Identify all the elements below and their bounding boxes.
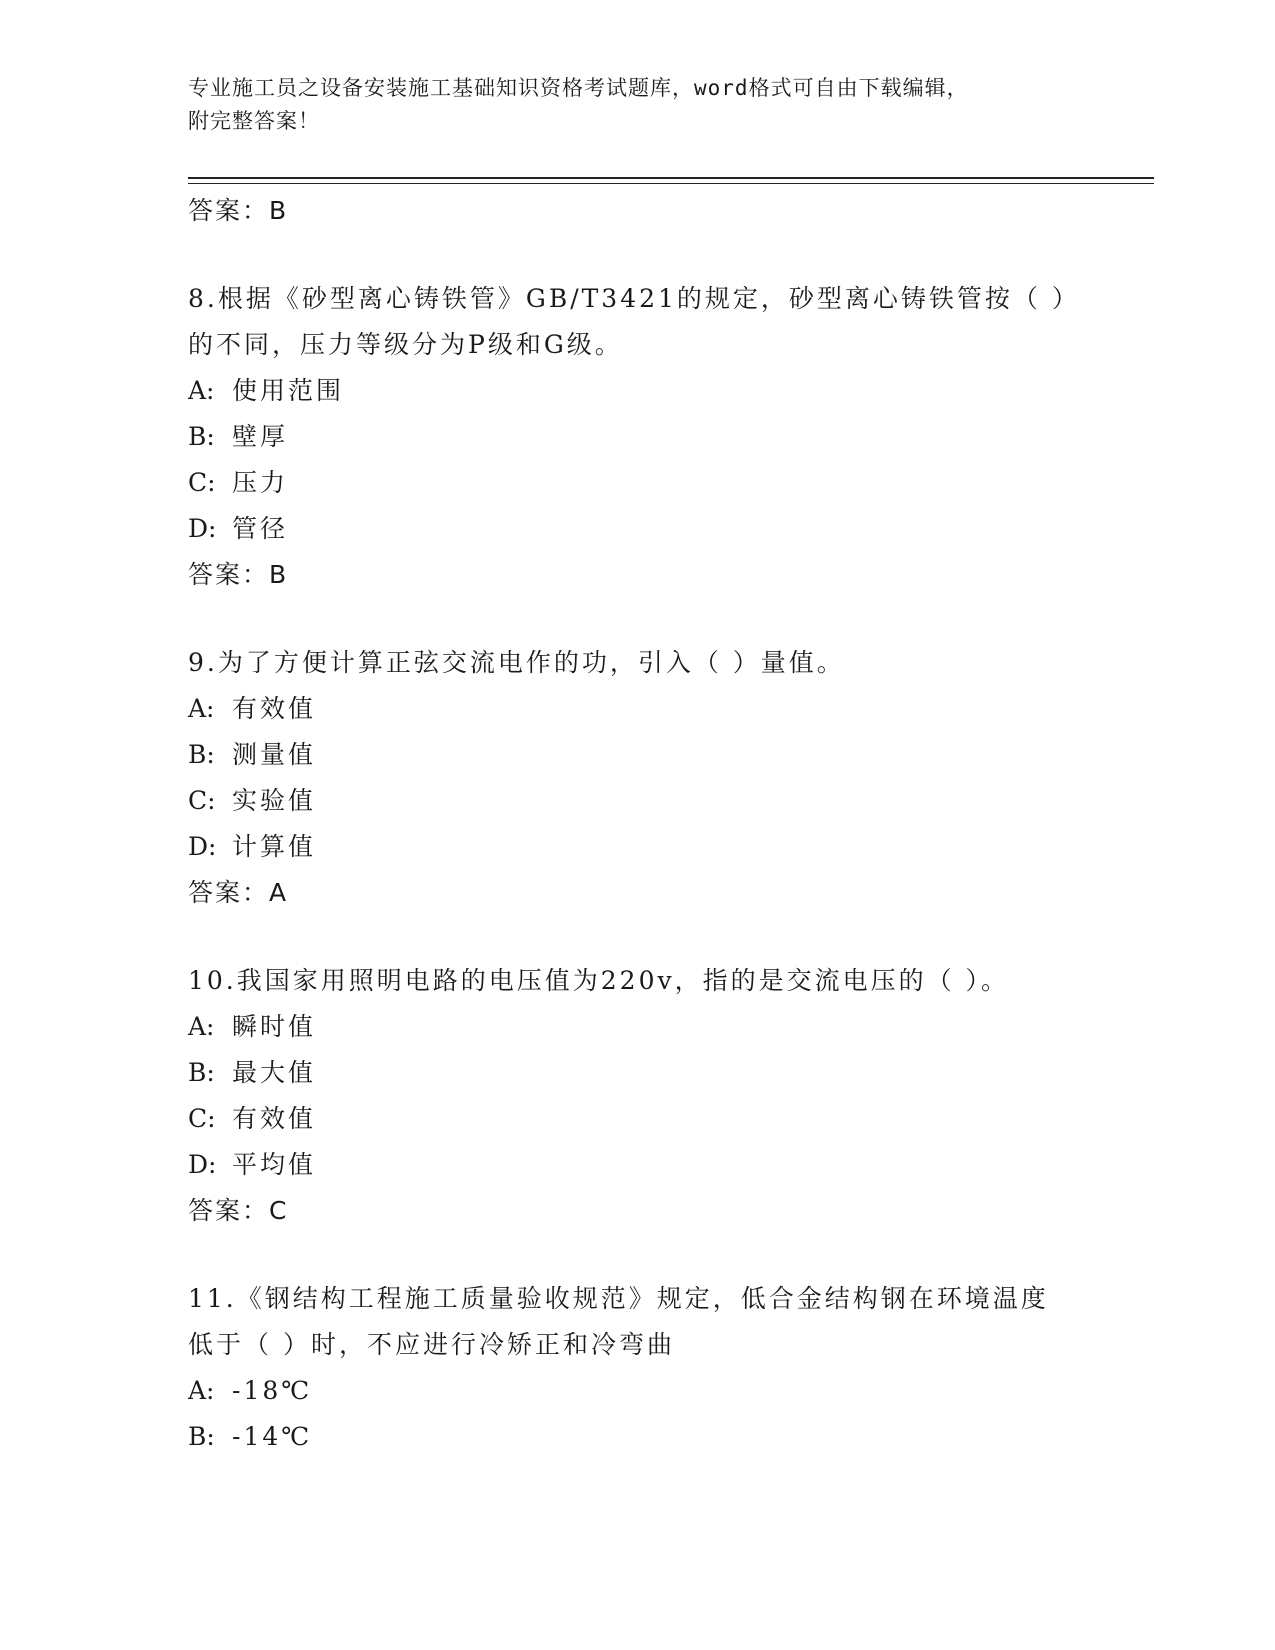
option-key: B: — [188, 740, 215, 769]
question-stem-line: 低于（ ）时，不应进行冷矫正和冷弯曲 — [188, 1330, 675, 1359]
option-key: A: — [188, 376, 215, 405]
option-key: C: — [188, 786, 216, 815]
option-key: B: — [188, 1058, 215, 1087]
option-text: 壁厚 — [232, 422, 289, 451]
question-stem-line: 10.我国家用照明电路的电压值为220v，指的是交流电压的（ ）。 — [188, 966, 1010, 995]
option-key: C: — [188, 1104, 216, 1133]
option-c — [188, 778, 1088, 824]
option-text: 瞬时值 — [232, 1012, 317, 1041]
option-text: -14℃ — [232, 1422, 313, 1451]
option-a — [188, 368, 1088, 414]
header-divider-thick — [188, 177, 1154, 179]
option-key: B: — [188, 1422, 215, 1451]
question-stem — [188, 1276, 1088, 1368]
document-header — [188, 72, 1088, 138]
option-text: 实验值 — [232, 786, 317, 815]
question-stem-line: 11.《钢结构工程施工质量验收规范》规定，低合金结构钢在环境温度 — [188, 1284, 1049, 1313]
question-11 — [188, 1276, 1088, 1460]
option-text: 有效值 — [232, 1104, 317, 1133]
option-b — [188, 1050, 1088, 1096]
option-b — [188, 414, 1088, 460]
previous-answer: 答案：B — [188, 196, 289, 225]
option-b — [188, 1414, 1088, 1460]
option-key: B: — [188, 422, 215, 451]
option-a — [188, 686, 1088, 732]
option-text: 管径 — [232, 514, 289, 543]
option-key: A: — [188, 694, 215, 723]
question-8 — [188, 276, 1088, 598]
answer: 答案：C — [188, 1196, 289, 1225]
question-stem — [188, 276, 1088, 368]
question-10 — [188, 958, 1088, 1234]
answer: 答案：B — [188, 560, 289, 589]
question-list — [188, 188, 1088, 1502]
option-key: A: — [188, 1376, 215, 1405]
question-stem — [188, 958, 1088, 1004]
question-stem — [188, 640, 1088, 686]
option-text: -18℃ — [232, 1376, 313, 1405]
question-stem-line: 8.根据《砂型离心铸铁管》GB/T3421的规定，砂型离心铸铁管按（ ） — [188, 284, 1080, 313]
option-key: A: — [188, 1012, 215, 1041]
question-stem-line: 的不同，压力等级分为P级和G级。 — [188, 330, 623, 359]
option-key: D: — [188, 832, 217, 861]
option-text: 压力 — [232, 468, 289, 497]
option-key: D: — [188, 514, 217, 543]
header-divider-thin — [188, 183, 1154, 184]
option-text: 平均值 — [232, 1150, 317, 1179]
option-key: C: — [188, 468, 216, 497]
option-c — [188, 460, 1088, 506]
option-b — [188, 732, 1088, 778]
question-9 — [188, 640, 1088, 916]
question-stem-line: 9.为了方便计算正弦交流电作的功，引入（ ）量值。 — [188, 648, 845, 677]
option-text: 有效值 — [232, 694, 317, 723]
option-a — [188, 1004, 1088, 1050]
option-d — [188, 824, 1088, 870]
header-line-1: 专业施工员之设备安装施工基础知识资格考试题库，word格式可自由下载编辑， — [188, 76, 969, 100]
option-key: D: — [188, 1150, 217, 1179]
option-text: 最大值 — [232, 1058, 317, 1087]
option-d — [188, 1142, 1088, 1188]
option-text: 测量值 — [232, 740, 317, 769]
header-line-2: 附完整答案！ — [188, 109, 320, 133]
option-d — [188, 506, 1088, 552]
answer: 答案：A — [188, 878, 289, 907]
option-text: 使用范围 — [232, 376, 345, 405]
option-a — [188, 1368, 1088, 1414]
option-c — [188, 1096, 1088, 1142]
option-text: 计算值 — [232, 832, 317, 861]
